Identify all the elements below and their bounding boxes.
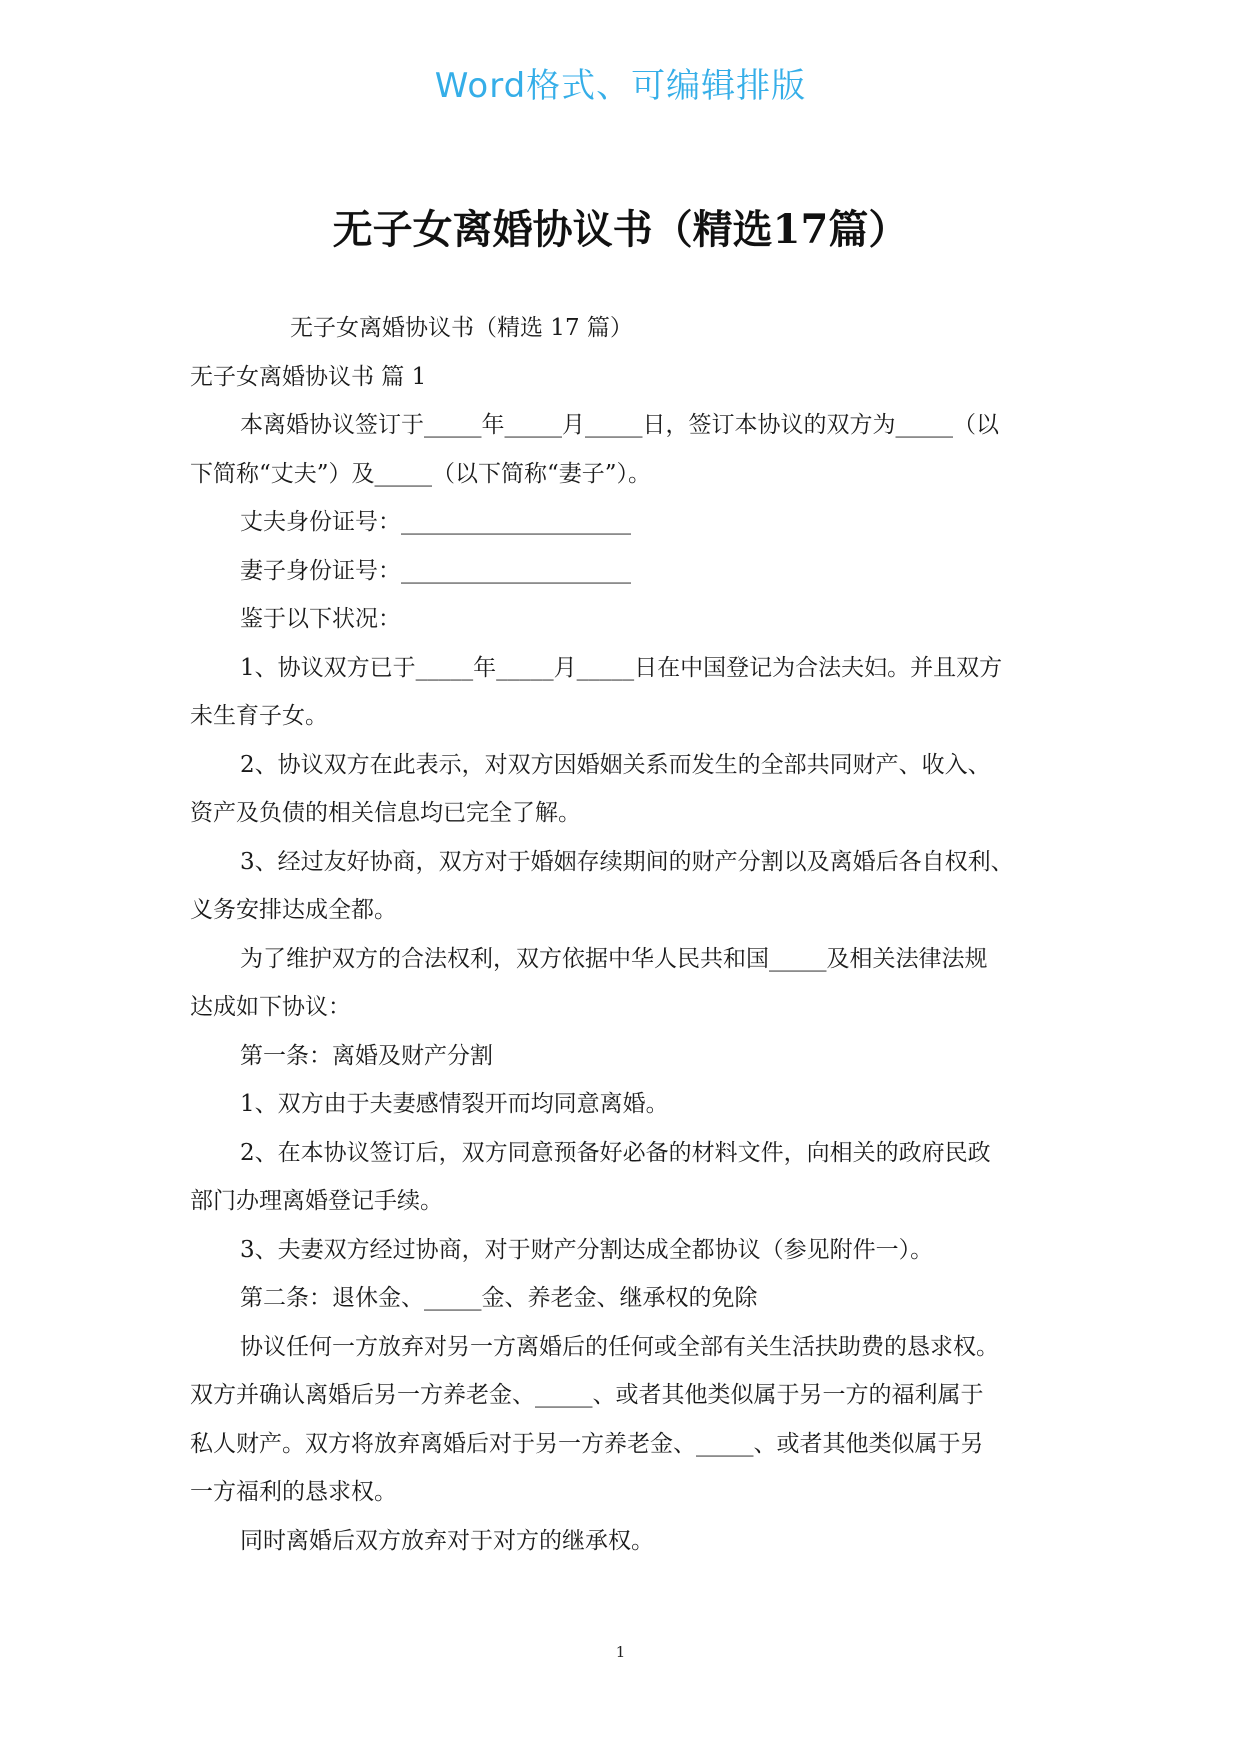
text-line: 2、协议双方在此表示，对双方因婚姻关系而发生的全部共同财产、收入、	[240, 751, 991, 778]
text-line: 鉴于以下状况：	[240, 606, 401, 632]
text-line: 一方福利的恳求权。	[190, 1479, 397, 1505]
text-line: 2、在本协议签订后，双方同意预备好必备的材料文件，向相关的政府民政	[240, 1139, 991, 1166]
text-line: 双方并确认离婚后另一方养老金、_____、或者其他类似属于另一方的福利属于	[190, 1382, 984, 1408]
text-line: 妻子身份证号：____________________	[240, 557, 631, 584]
text-line: 资产及负债的相关信息均已完全了解。	[190, 800, 581, 826]
page-number: 1	[615, 1643, 626, 1661]
text-line: 同时离婚后双方放弃对于对方的继承权。	[240, 1527, 654, 1554]
text-line: 义务安排达成全都。	[190, 897, 397, 923]
text-line: 未生育子女。	[190, 703, 328, 729]
text-line: 为了维护双方的合法权利，双方依据中华人民共和国_____及相关法律法规	[240, 945, 988, 972]
header-banner: Word格式、可编辑排版	[434, 66, 807, 106]
text-line: 私人财产。双方将放弃离婚后对于另一方养老金、_____、或者其他类似属于另	[190, 1430, 984, 1457]
text-line: 无子女离婚协议书（精选 17 篇）	[290, 315, 633, 341]
text-line: 第一条：离婚及财产分割	[240, 1042, 493, 1069]
text-line: 1、协议双方已于_____年_____月_____日在中国登记为合法夫妇。并且双方	[240, 654, 1003, 681]
document-title: 无子女离婚协议书（精选17篇）	[332, 206, 909, 253]
text-line: 无子女离婚协议书 篇 1	[190, 363, 427, 390]
text-line: 下简称“丈夫”）及_____（以下简称“妻子”）。	[190, 460, 652, 487]
text-line: 协议任何一方放弃对另一方离婚后的任何或全部有关生活扶助费的恳求权。	[240, 1333, 999, 1360]
text-line: 1、双方由于夫妻感情裂开而均同意离婚。	[240, 1091, 669, 1117]
text-line: 达成如下协议：	[190, 994, 351, 1020]
text-line: 3、夫妻双方经过协商，对于财产分割达成全都协议（参见附件一）。	[240, 1236, 934, 1263]
text-line: 部门办理离婚登记手续。	[190, 1188, 443, 1214]
document-body	[190, 304, 1070, 1565]
text-line: 丈夫身份证号：____________________	[240, 509, 631, 535]
text-line: 第二条：退休金、_____金、养老金、继承权的免除	[240, 1285, 758, 1311]
text-line: 本离婚协议签订于_____年_____月_____日，签订本协议的双方为_____（以	[240, 412, 999, 438]
text-line: 3、经过友好协商，双方对于婚姻存续期间的财产分割以及离婚后各自权利、	[240, 848, 1014, 875]
